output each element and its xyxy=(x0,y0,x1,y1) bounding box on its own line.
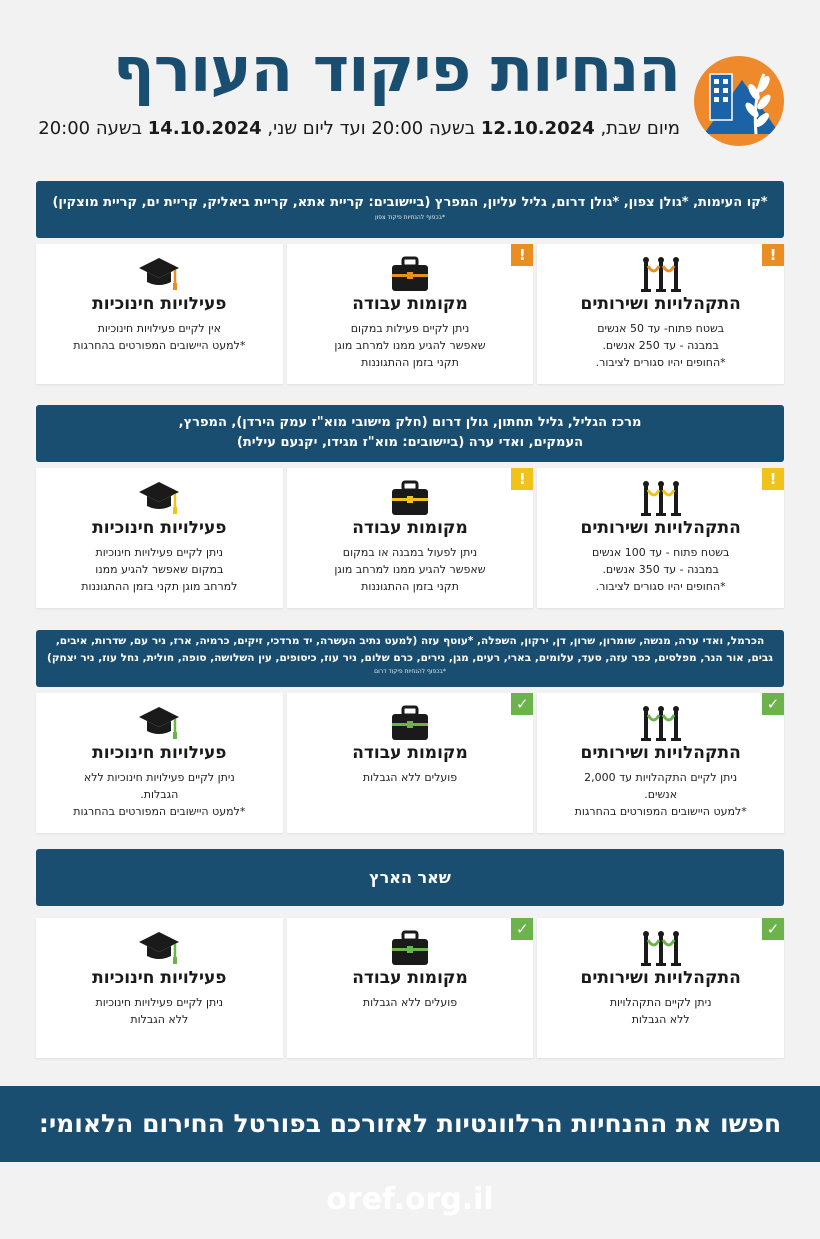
graduation-cap-icon xyxy=(137,254,181,294)
card-title: פעילויות חינוכיות xyxy=(92,518,227,538)
graduation-cap-icon xyxy=(137,928,181,968)
graduation-cap-icon xyxy=(137,703,181,743)
date-start: 12.10.2024 xyxy=(480,118,595,139)
card-text: ניתן לקיים פעילויות חינוכיות ללא הגבלות xyxy=(95,996,224,1026)
footer-text: חפשו את ההנחיות הרלוונטיות לאזורכם בפורטל החירום הלאומי: xyxy=(38,1109,782,1138)
region-text: הכרמל, ואדי ערה, מנשה, שומרון, שרון, דן, ירקון, השפלה, *עוטף עזה (למעט נתיב העשרה, יד מרדכי, זיקים, כרמיה, ארז, ניר עם, שדרות, איבים, גבים, אור הנר, מפלסים, כפר עזה, סעד, עלומים, בארי, רעים, מגן, נירים, כרם שלום, ניר עוז, כיסופים, עין השלושה, סופה, חולית, נחל עוז, ניר יצחק) xyxy=(47,635,773,664)
card-education xyxy=(36,693,283,833)
region-text: *קו העימות, *גולן צפון, *גולן דרום, גליל עליון, המפרץ (ביישובים: קריית אתא, קריית ביאליק, קריית ים, קריית מוצקין) xyxy=(52,195,768,210)
briefcase-icon xyxy=(388,928,432,968)
card-gatherings xyxy=(537,693,784,833)
cards-row-1 xyxy=(36,244,784,384)
card-text: בשטח פתוח - עד 100 אנשים במבנה - עד 350 אנשים. *החופים יהיו סגורים לציבור. xyxy=(591,546,730,593)
date-end: 14.10.2024 xyxy=(147,118,262,139)
subtitle-mid: בשעה 20:00 ועד ליום שני, xyxy=(261,118,481,139)
region-bar-2 xyxy=(36,405,784,462)
header xyxy=(0,0,820,175)
card-title: מקומות עבודה xyxy=(352,518,468,538)
card-gatherings xyxy=(537,918,784,1058)
footer xyxy=(0,1086,820,1217)
check-badge: ✓ xyxy=(762,918,784,940)
region-bar-4 xyxy=(36,849,784,906)
region-text: שאר הארץ xyxy=(369,868,451,887)
card-text: ניתן לקיים פעילויות חינוכיות במקום שאפשר להגיע ממנו למרחב מוגן תקני בזמן ההתגוננות xyxy=(81,546,238,593)
check-badge: ✓ xyxy=(511,693,533,715)
card-education xyxy=(36,244,283,384)
subtitle-prefix: מיום שבת, xyxy=(594,118,680,139)
card-gatherings xyxy=(537,468,784,608)
stanchions-icon xyxy=(639,254,683,294)
card-education xyxy=(36,918,283,1058)
card-text: ניתן לקיים פעילויות חינוכיות ללא הגבלות. *למעט היישובים המפורטים בהחרגות xyxy=(73,771,246,818)
card-title: פעילויות חינוכיות xyxy=(92,294,227,314)
card-title: התקהלויות ושירותים xyxy=(580,294,741,314)
briefcase-icon xyxy=(388,254,432,294)
card-gatherings xyxy=(537,244,784,384)
card-work xyxy=(287,693,534,833)
check-badge: ✓ xyxy=(762,693,784,715)
home-front-command-logo xyxy=(694,56,784,146)
card-text: ניתן לקיים התקהלויות עד 2,000 אנשים. *למעט היישובים המפורטים בהחרגות xyxy=(574,771,747,818)
cards-row-2 xyxy=(36,468,784,608)
card-work xyxy=(287,244,534,384)
graduation-cap-icon xyxy=(137,478,181,518)
card-work xyxy=(287,468,534,608)
stanchions-icon xyxy=(639,928,683,968)
region-bar-1 xyxy=(36,181,784,238)
card-title: פעילויות חינוכיות xyxy=(92,743,227,763)
card-text: ניתן לקיים פעילות במקום שאפשר להגיע ממנו למרחב מוגן תקני בזמן ההתגוננות xyxy=(334,322,486,369)
region-note: *בכפוף להנחיות פיקוד צפון xyxy=(375,214,445,221)
subtitle-suffix: בשעה 20:00 xyxy=(38,118,148,139)
card-title: פעילויות חינוכיות xyxy=(92,968,227,988)
page-title: הנחיות פיקוד העורף xyxy=(112,33,680,106)
warning-badge: ! xyxy=(762,244,784,266)
cards-row-3 xyxy=(36,693,784,833)
footer-url-link[interactable]: oref.org.il xyxy=(326,1182,494,1217)
warning-badge: ! xyxy=(511,468,533,490)
card-text: פועלים ללא הגבלות xyxy=(362,996,458,1009)
region-note: *בכפוף להנחיות פיקוד דרום xyxy=(374,668,446,675)
card-text: אין לקיים פעילויות חינוכיות *למעט היישובים המפורטים בהחרגות xyxy=(73,322,246,352)
card-text: פועלים ללא הגבלות xyxy=(362,771,458,784)
check-badge: ✓ xyxy=(511,918,533,940)
card-text: ניתן לקיים התקהלויות ללא הגבלות xyxy=(609,996,712,1026)
region-bar-3 xyxy=(36,630,784,687)
card-text: בשטח פתוח- עד 50 אנשים במבנה - עד 250 אנשים. *החופים יהיו סגורים לציבור. xyxy=(595,322,726,369)
briefcase-icon xyxy=(388,703,432,743)
date-range xyxy=(38,118,680,139)
card-title: מקומות עבודה xyxy=(352,743,468,763)
briefcase-icon xyxy=(388,478,432,518)
card-education xyxy=(36,468,283,608)
stanchions-icon xyxy=(639,703,683,743)
region-text: מרכז הגליל, גליל תחתון, גולן דרום (חלק מישובי מוא"ז עמק הירדן), המפרץ, העמקים, ואדי ערה (ביישובים: מוא"ז מגידו, יקנעם עילית) xyxy=(178,415,642,450)
card-title: התקהלויות ושירותים xyxy=(580,743,741,763)
card-title: מקומות עבודה xyxy=(352,968,468,988)
warning-badge: ! xyxy=(511,244,533,266)
card-title: מקומות עבודה xyxy=(352,294,468,314)
stanchions-icon xyxy=(639,478,683,518)
warning-badge: ! xyxy=(762,468,784,490)
card-work xyxy=(287,918,534,1058)
card-text: ניתן לפעול במבנה או במקום שאפשר להגיע ממנו למרחב מוגן תקני בזמן ההתגוננות xyxy=(334,546,486,593)
cards-row-4 xyxy=(36,918,784,1058)
card-title: התקהלויות ושירותים xyxy=(580,518,741,538)
card-title: התקהלויות ושירותים xyxy=(580,968,741,988)
